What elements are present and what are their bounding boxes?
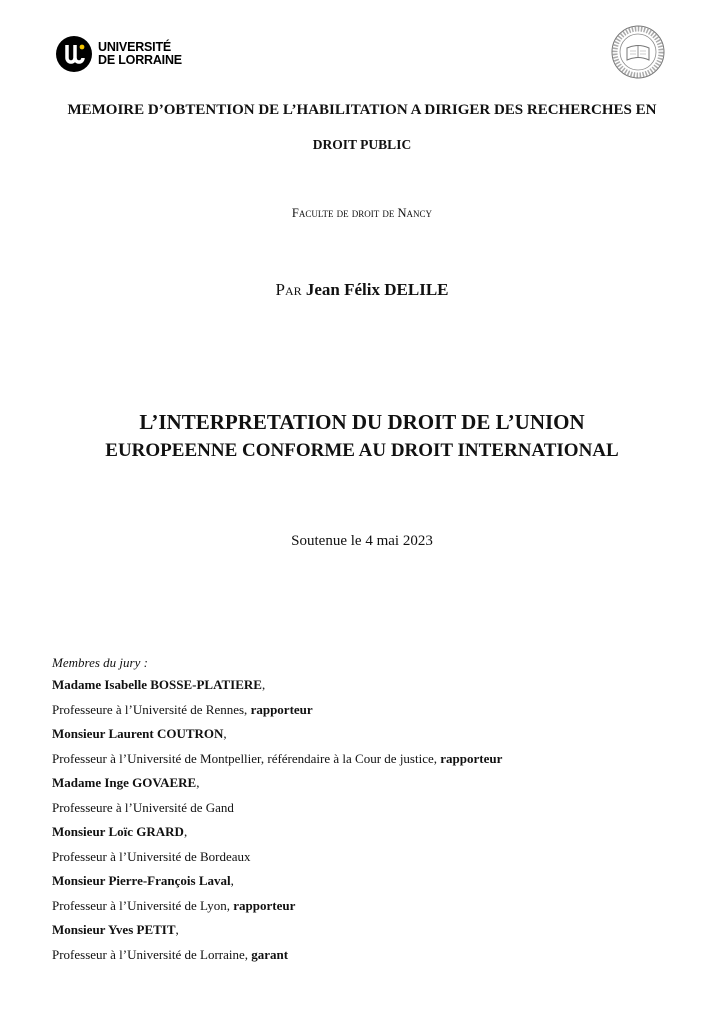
member-role-strong: rapporteur [250, 701, 313, 717]
logo-line-2: DE LORRAINE [98, 53, 182, 67]
member-name: Monsieur Yves PETIT [52, 922, 176, 937]
jury-member-role [52, 698, 502, 723]
jury-member-role [52, 894, 502, 919]
member-role: Professeur à l’Université de Bordeaux [52, 848, 251, 864]
title-line-1: L’INTERPRETATION DU DROIT DE L’UNION [139, 410, 585, 434]
jury-member-name: Monsieur Yves PETIT, [52, 922, 179, 937]
logo-line-1: UNIVERSITÉ [98, 40, 172, 54]
jury-member-role [52, 796, 502, 821]
university-logo-text [98, 41, 182, 67]
jury-member-name: Monsieur Loïc GRARD, [52, 824, 188, 839]
member-role: Professeure à l’Université de Rennes, [52, 701, 251, 717]
member-role: Professeur à l’Université de Lyon, [52, 897, 234, 913]
heading-line-2: DROIT PUBLIC [312, 137, 412, 152]
university-logo-icon [56, 36, 92, 72]
member-name: Monsieur Loïc GRARD [52, 824, 184, 839]
member-name: Monsieur Pierre-François Laval [52, 873, 231, 888]
member-role-strong: rapporteur [233, 897, 296, 913]
defense-date: Soutenue le 4 mai 2023 [291, 533, 433, 549]
jury-member-name: Madame Inge GOVAERE, [52, 775, 200, 790]
faculty: Faculte de droit de Nancy [291, 206, 433, 220]
jury-member-role [52, 943, 502, 968]
member-name: Monsieur Laurent COUTRON [52, 726, 224, 741]
member-role: Professeur à l’Université de Lorraine, [52, 946, 252, 962]
author-name: Jean Félix DELILE [305, 280, 449, 299]
member-name: Madame Isabelle BOSSE-PLATIERE [52, 677, 262, 692]
jury-member-name: Monsieur Pierre-François Laval, [52, 873, 234, 888]
member-role-strong: garant [251, 946, 289, 962]
university-logo [56, 36, 182, 72]
jury-member-role [52, 845, 502, 870]
author-prefix: Par [275, 280, 302, 299]
jury-member-name: Monsieur Laurent COUTRON, [52, 726, 227, 741]
heading-line-1: MEMOIRE D’OBTENTION DE L’HABILITATION A DIRIGER DES RECHERCHES EN [67, 102, 657, 118]
jury-heading: Membres du jury : [52, 655, 148, 670]
member-role: Professeur à l’Université de Montpellier, référendaire à la Cour de justice, [52, 750, 441, 766]
university-seal-icon [610, 24, 666, 80]
title-line-2: EUROPEENNE CONFORME AU DROIT INTERNATIONAL [105, 440, 619, 461]
member-name: Madame Inge GOVAERE [52, 775, 197, 790]
jury-member-role [52, 747, 502, 772]
member-role: Professeure à l’Université de Gand [52, 799, 234, 815]
jury-member-name: Madame Isabelle BOSSE-PLATIERE, [52, 677, 266, 692]
member-role-strong: rapporteur [440, 750, 503, 766]
jury-section [52, 652, 502, 967]
author [0, 280, 724, 300]
